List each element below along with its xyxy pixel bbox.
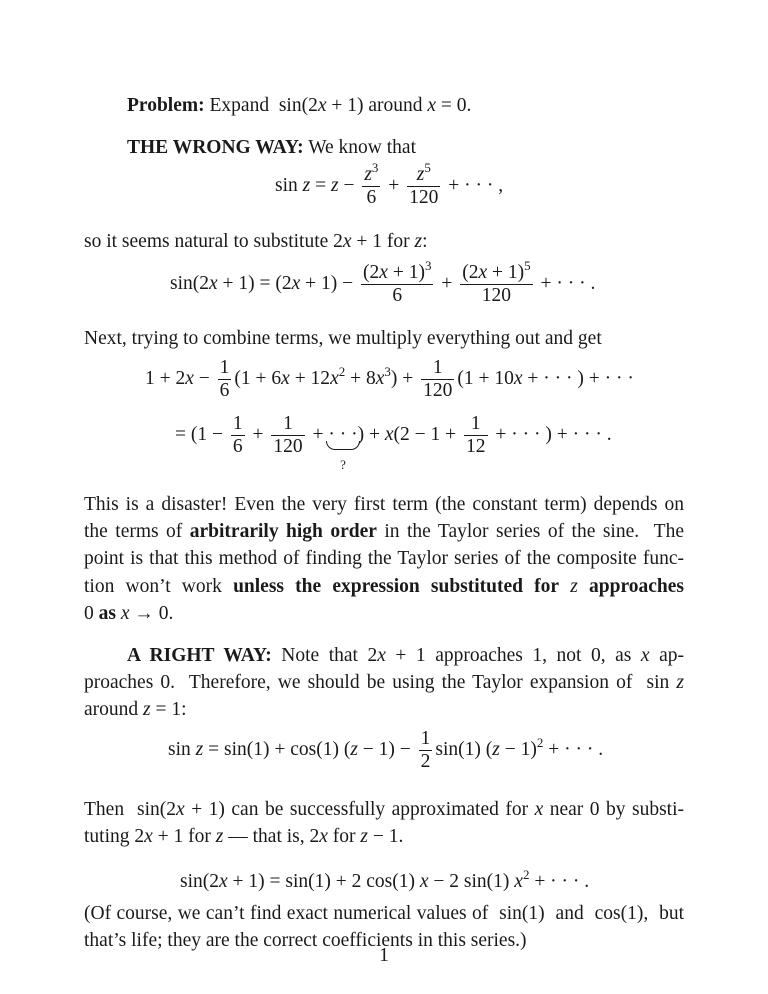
combine-line: Next, trying to combine terms, we multiply everything out and get (84, 328, 602, 349)
right-way-line-3: around z = 1: (84, 699, 187, 720)
wrong-way-intro (127, 136, 727, 160)
right-way-line-1: A RIGHT WAY: Note that 2x + 1 approaches 1, not 0, as x ap- (127, 645, 684, 666)
equation-taylor-around-1: sin z = sin(1) + cos(1) (z − 1) − $\frac{1}{2}$ sin(1) $(z - 1)^2$ + · · · . (168, 728, 604, 772)
equation-expanded-line2: = (1 − $\frac{1}{6}$ + $\frac{1}{120}$ + · · · ? ) + x(2 − 1 + $\frac{1}{12}$ + · · · ) + · · · . (175, 413, 612, 472)
disaster-line-2: the terms of arbitrarily high order in the Taylor series of the sine. The (84, 521, 684, 542)
equation-naive-substitution: sin(2x + 1) = (2x + 1) − $\frac{(2x + 1)^3}{6}$ + $\frac{(2x + 1)^5}{120}$ + · · · . (170, 258, 596, 306)
equation-sine-series: sin z = z − $\frac{z^3}{6}$ + $\frac{z^5}{120}$ + · · · , (275, 160, 504, 208)
then-line-1: Then sin(2x + 1) can be successfully approximated for x near 0 by substi- (84, 799, 684, 820)
wrong-way-label: THE WRONG WAY: (127, 137, 304, 158)
disaster-line-3: point is that this method of finding the Taylor series of the composite func- (84, 548, 684, 569)
closing-line-2: that’s life; they are the correct coefficients in this series.) (84, 930, 527, 951)
equation-final-series: sin(2x + 1) = sin(1) + 2 cos(1) x − 2 sin(1) $x^2$ + · · · . (180, 867, 590, 892)
page-number: 1 (379, 945, 389, 966)
problem-label: Problem: (127, 95, 205, 116)
then-line-2: tuting 2x + 1 for z — that is, 2x for z − 1. (84, 826, 404, 847)
disaster-line-4: tion won’t work unless the expression substituted for z approaches (84, 576, 685, 597)
problem-text: Expand sin(2x + 1) around x = 0. (209, 95, 472, 116)
closing-line-1: (Of course, we can’t find exact numerical values of sin(1) and cos(1), but (84, 903, 684, 924)
right-way-label: A RIGHT WAY: (127, 645, 272, 666)
substitute-line: so it seems natural to substitute 2x + 1 for z: (84, 231, 428, 252)
disaster-line-1: This is a disaster! Even the very first term (the constant term) depends on (84, 494, 684, 515)
wrong-way-intro-text: We know that (308, 137, 417, 158)
underbrace: · · · ? (328, 423, 358, 472)
problem-statement (127, 94, 727, 118)
right-way-line-2: proaches 0. Therefore, we should be using the Taylor expansion of sin z (84, 672, 684, 693)
equation-expanded-line1: 1 + 2x − $\frac{1}{6}$ $(1 + 6x + 12x^2 + 8x^3)$ + $\frac{1}{120}$ (1 + 10x + · · · ) + · · · (145, 357, 634, 401)
disaster-line-5: 0 as x → 0. (84, 603, 174, 624)
